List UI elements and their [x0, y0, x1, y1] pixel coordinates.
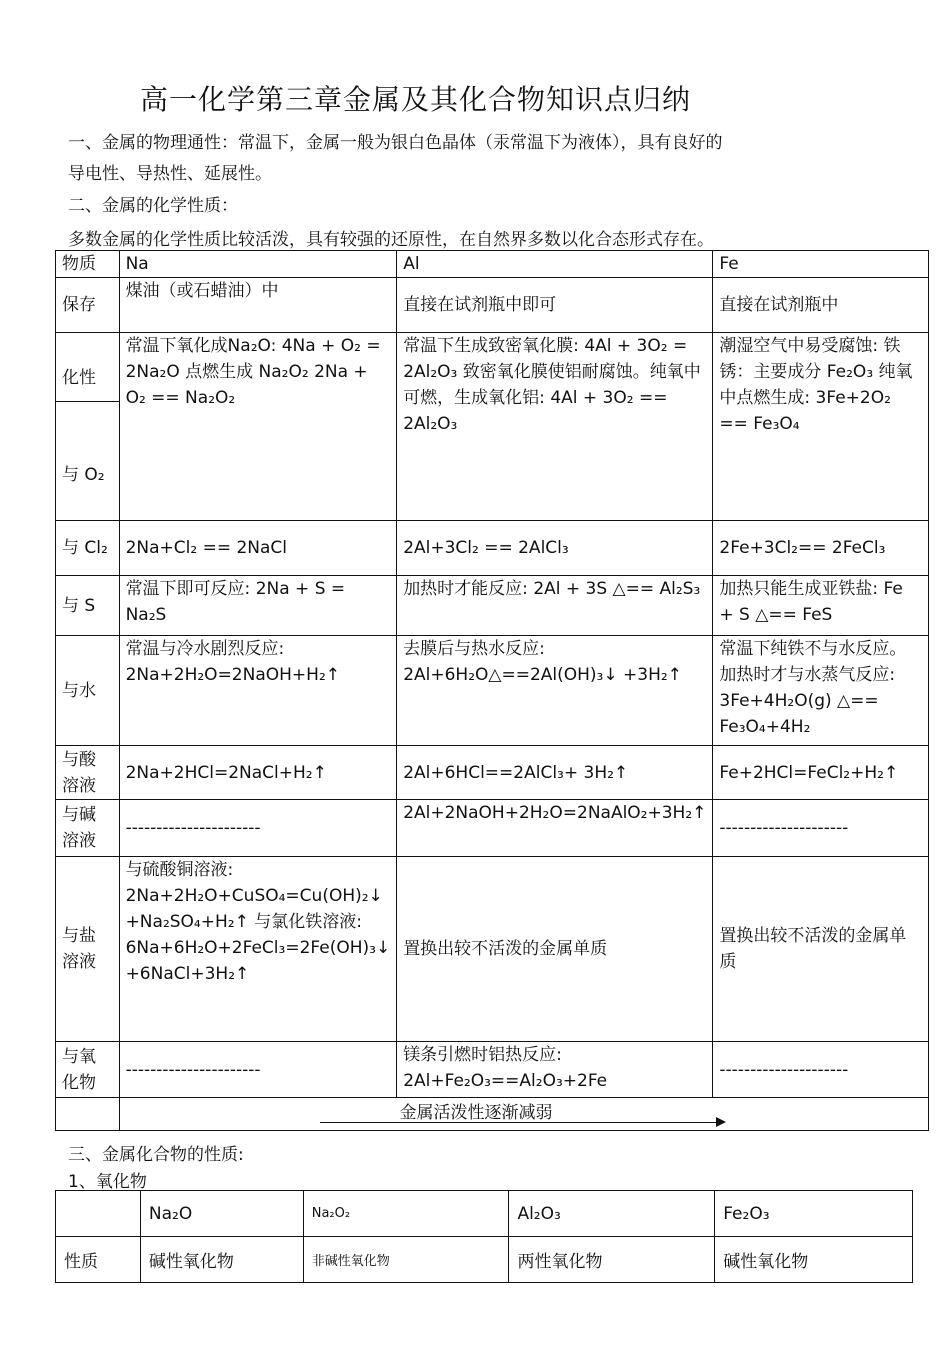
table-row — [56, 746, 929, 800]
oxide-header-cell: Fe₂O₃ — [715, 1191, 913, 1237]
cell-al: 2Al+2NaOH+2H₂O=2NaAlO₂+3H₂↑ — [397, 800, 713, 857]
cell-fe: --------------------- — [713, 800, 929, 857]
oxide-cell: 碱性氧化物 — [140, 1237, 303, 1283]
header-cell: 物质 — [56, 251, 120, 278]
oxide-cell: 非碱性氧化物 — [303, 1237, 509, 1283]
table-row — [56, 636, 929, 746]
cell-na: ---------------------- — [119, 800, 397, 857]
row-label: 与 Cl₂ — [56, 521, 120, 576]
oxide-table — [55, 1190, 913, 1283]
oxide-cell: 碱性氧化物 — [715, 1237, 913, 1283]
row-label: 与水 — [56, 636, 120, 746]
cell-na: ---------------------- — [119, 1042, 397, 1098]
cell-fe: 加热只能生成亚铁盐: Fe + S △== FeS — [713, 576, 929, 636]
cell-al: 2Al+3Cl₂ == 2AlCl₃ — [397, 521, 713, 576]
header-cell: Al — [397, 251, 713, 278]
table-row — [56, 521, 929, 576]
table-row — [56, 333, 929, 521]
row-label: 与 S — [56, 576, 120, 636]
cell-al: 镁条引燃时铝热反应: 2Al+Fe₂O₃==Al₂O₃+2Fe — [397, 1042, 713, 1098]
cell-fe: --------------------- — [713, 1042, 929, 1098]
cell-al: 2Al+6HCl==2AlCl₃+ 3H₂↑ — [397, 746, 713, 800]
oxide-cell: 性质 — [56, 1237, 141, 1283]
header-cell: Na — [119, 251, 397, 278]
row-label: 与碱溶液 — [56, 800, 120, 857]
oxide-header-cell: Na₂O — [140, 1191, 303, 1237]
cell-fe: Fe+2HCl=FeCl₂+H₂↑ — [713, 746, 929, 800]
oxide-header-cell: Na₂O₂ — [303, 1191, 509, 1237]
cell-fe: 常温下纯铁不与水反应。加热时才与水蒸气反应: 3Fe+4H₂O(g) △== Fe₃O₄+4H₂ — [713, 636, 929, 746]
cell-fe: 2Fe+3Cl₂== 2FeCl₃ — [713, 521, 929, 576]
trend-cell — [119, 1098, 928, 1131]
intro-line-3: 二、金属的化学性质： — [68, 196, 238, 216]
cell-na: 煤油（或石蜡油）中 — [119, 278, 397, 333]
row-label: 与盐溶液 — [56, 857, 120, 1042]
trend-label: 金属活泼性逐渐减弱 — [399, 1103, 553, 1123]
cell-al: 常温下生成致密氧化膜: 4Al + 3O₂ = 2Al₂O₃ 致密氧化膜使铝耐腐蚀。纯氧中可燃，生成氧化铝: 4Al + 3O₂ == 2Al₂O₃ — [397, 333, 713, 521]
row-label: 保存 — [56, 278, 120, 333]
cell-na: 2Na+Cl₂ == 2NaCl — [119, 521, 397, 576]
intro-line-4: 多数金属的化学性质比较活泼，具有较强的还原性，在自然界多数以化合态形式存在。 — [68, 230, 714, 250]
oxide-header-cell — [56, 1191, 141, 1237]
row-label: 与氧化物 — [56, 1042, 120, 1098]
cell-na: 与硫酸铜溶液: 2Na+2H₂O+CuSO₄=Cu(OH)₂↓ +Na₂SO₄+H₂↑ 与氯化铁溶液: 6Na+6H₂O+2FeCl₃=2Fe(OH)₃↓ +6NaCl+3H₂↑ — [119, 857, 397, 1042]
table-row — [56, 857, 929, 1042]
page-title: 高一化学第三章金属及其化合物知识点归纳 — [140, 83, 692, 116]
table-row — [56, 800, 929, 857]
cell-al: 直接在试剂瓶中即可 — [397, 278, 713, 333]
cell-na: 常温下氧化成Na₂O: 4Na + O₂ = 2Na₂O 点燃生成 Na₂O₂ 2Na + O₂ == Na₂O₂ — [119, 333, 397, 521]
oxide-cell: 两性氧化物 — [509, 1237, 715, 1283]
oxide-row — [56, 1237, 913, 1283]
intro-line-1: 一、金属的物理通性：常温下，金属一般为银白色晶体（汞常温下为液体），具有良好的 — [68, 133, 723, 153]
cell-na: 2Na+2HCl=2NaCl+H₂↑ — [119, 746, 397, 800]
table-row — [56, 278, 929, 333]
table-row — [56, 1042, 929, 1098]
cell-na: 常温与冷水剧烈反应: 2Na+2H₂O=2NaOH+H₂↑ — [119, 636, 397, 746]
intro-line-2: 导电性、导热性、延展性。 — [68, 164, 272, 184]
cell-al: 加热时才能反应: 2Al + 3S △== Al₂S₃ — [397, 576, 713, 636]
oxide-header-row — [56, 1191, 913, 1237]
row-label — [56, 333, 120, 521]
row-label-top: 化性 — [56, 365, 119, 402]
cell-al: 置换出较不活泼的金属单质 — [397, 857, 713, 1042]
section-3-sub: 1、氧化物 — [68, 1172, 147, 1192]
cell-fe: 直接在试剂瓶中 — [713, 278, 929, 333]
trend-empty-cell — [56, 1098, 120, 1131]
oxide-header-cell: Al₂O₃ — [509, 1191, 715, 1237]
row-label-bottom: 与 O₂ — [62, 465, 105, 485]
cell-fe: 潮湿空气中易受腐蚀: 铁锈：主要成分 Fe₂O₃ 纯氧中点燃生成: 3Fe+2O₂ == Fe₃O₄ — [713, 333, 929, 521]
cell-al: 去膜后与热水反应: 2Al+6H₂O△==2Al(OH)₃↓ +3H₂↑ — [397, 636, 713, 746]
metal-properties-table — [55, 250, 929, 1131]
table-row — [56, 576, 929, 636]
cell-fe: 置换出较不活泼的金属单质 — [713, 857, 929, 1042]
trend-arrow-line — [320, 1122, 720, 1123]
cell-na: 常温下即可反应: 2Na + S = Na₂S — [119, 576, 397, 636]
section-3-heading: 三、金属化合物的性质: — [68, 1145, 244, 1165]
arrow-right-icon — [716, 1117, 726, 1127]
header-cell: Fe — [713, 251, 929, 278]
table-header-row — [56, 251, 929, 278]
row-label: 与酸溶液 — [56, 746, 120, 800]
trend-row — [56, 1098, 929, 1131]
